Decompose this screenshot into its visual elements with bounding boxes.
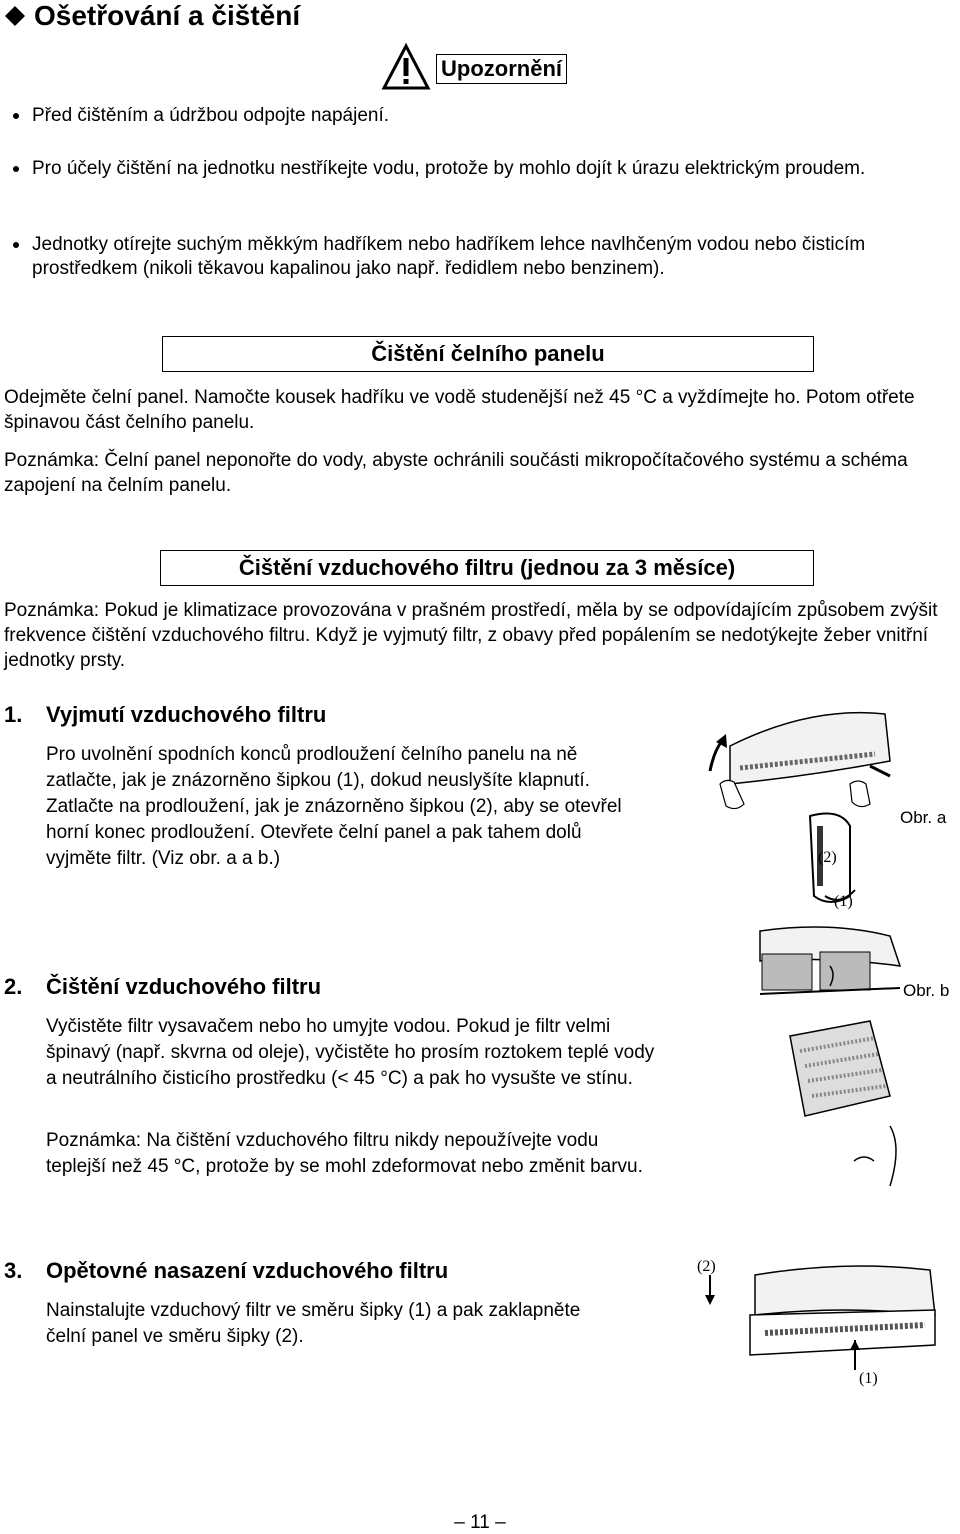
page-title-text: Ošetřování a čištění xyxy=(34,0,301,31)
step-1-text: Pro uvolnění spodních konců prodloužení čelního panelu na ně zatlačte, jak je znázorněno šipkou (1), dokud neuslyšíte klapnutí. Zatlačte na prodloužení, jak je znázorněno šipkou (2), aby se otevřel horní konec prodloužení. Otevřete čelní panel a pak tahem dolů vyjměte filtr. (Viz obr. a a b.) xyxy=(46,744,622,869)
air-filter-note: Poznámka: Pokud je klimatizace provozována v prašném prostředí, měla by se odpovídajícím způsobem zvýšit frekvence čištění vzduchového filtru. Když je vyjmutý filtr, z obavy před popálením se nedotýkejte žeber vnitřní jednotky prsty. xyxy=(4,600,938,671)
figure-a-caption: Obr. a xyxy=(900,808,947,827)
step-number: 3. xyxy=(4,1258,23,1283)
warning-triangle-icon xyxy=(382,44,430,90)
front-panel-paragraph: Odejměte čelní panel. Namočte kousek hadříku ve vodě studenější než 45 °C a vyždímejte ho. Potom otřete špinavou část čelního panelu. xyxy=(4,387,915,433)
air-filter-heading: Čištění vzduchového filtru (jednou za 3 měsíce) xyxy=(160,550,814,586)
figure-label: (1) xyxy=(859,1370,878,1387)
figure-3-illustration xyxy=(695,1255,945,1390)
list-item: Před čištěním a údržbou odpojte napájení. xyxy=(10,104,945,128)
step-title: Čištění vzduchového filtru xyxy=(46,974,322,999)
step-title: Opětovné nasazení vzduchového filtru xyxy=(46,1258,449,1283)
front-panel-note: Poznámka: Čelní panel neponořte do vody, abyste ochránili součásti mikropočítačového systému a schéma zapojení na čelním panelu. xyxy=(4,450,908,496)
figure-b-illustration xyxy=(750,926,910,1186)
figure-label: (2) xyxy=(697,1258,716,1275)
diamond-bullet-icon xyxy=(4,5,26,27)
step-3-heading xyxy=(4,1258,448,1284)
page-title xyxy=(4,0,300,32)
step-title: Vyjmutí vzduchového filtru xyxy=(46,702,327,727)
figure-a-illustration xyxy=(700,706,890,916)
list-item: Jednotky otírejte suchým měkkým hadříkem nebo hadříkem lehce navlhčeným vodou nebo čisticím prostředkem (nikoli těkavou kapalinou jako např. ředidlem nebo benzinem). xyxy=(10,233,945,281)
front-panel-heading: Čištění čelního panelu xyxy=(162,336,814,372)
step-2-heading xyxy=(4,974,321,1000)
step-1-heading xyxy=(4,702,326,728)
figure-label: (2) xyxy=(818,849,837,866)
step-2-note: Poznámka: Na čištění vzduchového filtru nikdy nepoužívejte vodu teplejší než 45 °C, protože by se mohl zdeformovat nebo změnit barvu. xyxy=(46,1130,643,1177)
step-2-text: Vyčistěte filtr vysavačem nebo ho umyjte vodou. Pokud je filtr velmi špinavý (např. skvrna od oleje), vyčistěte ho prosím roztokem teplé vody a neutrálního čisticího prostředku (< 45 °C) a pak ho vysušte ve stínu. xyxy=(46,1016,655,1089)
step-number: 1. xyxy=(4,702,23,727)
page-number: – 11 – xyxy=(454,1512,506,1533)
figure-b-caption: Obr. b xyxy=(903,981,950,1000)
list-item: Pro účely čištění na jednotku nestříkejte vodu, protože by mohlo dojít k úrazu elektrickým proudem. xyxy=(10,157,945,181)
warning-block xyxy=(382,44,567,90)
figure-label: (1) xyxy=(834,893,853,910)
warning-label: Upozornění xyxy=(436,54,567,84)
step-3-text: Nainstalujte vzduchový filtr ve směru šipky (1) a pak zaklapněte čelní panel ve směru šipky (2). xyxy=(46,1300,581,1347)
step-number: 2. xyxy=(4,974,23,999)
